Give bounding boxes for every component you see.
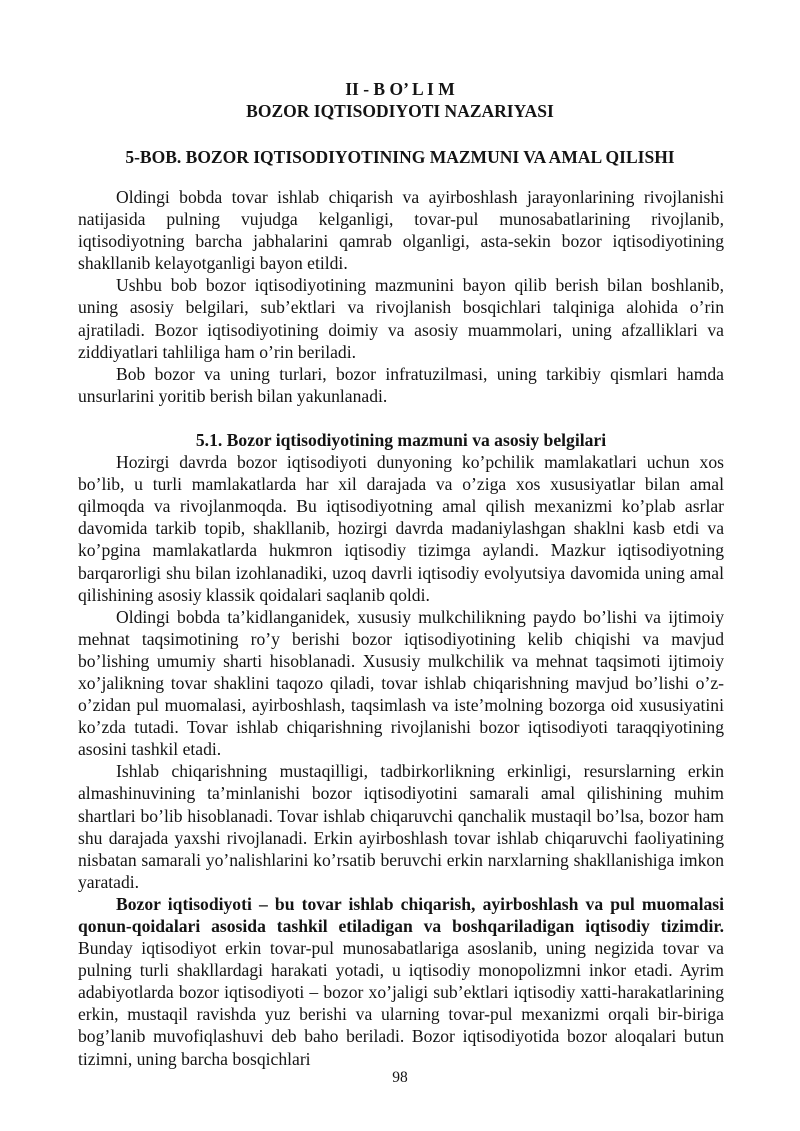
page-number: 98 bbox=[392, 1069, 408, 1086]
section-paragraph: Oldingi bobda ta’kidlanganidek, xususiy mulkchilikning paydo bo’lishi va ijtimoiy mehnat taqsimotining ro’y berishi bozor iqtisodiyotining kelib chiqishi va mavjud bo’lishing umumiy sharti hisoblanadi. Xususiy mulkchilik va mehnat taqsimoti ijtimoiy xo’jalikning tovar shaklini taqozo qiladi, tovar ishlab chiqarishning mavjud bo’lishi o’z-o’zidan pul muomalasi, ayirboshlash, taqsimlash va iste’molning bozorga oid xususiyatini ko’zda tutadi. Tovar ishlab chiqarishning rivojlanishi bozor iqtisodiyoti taraqqiyotining asosini tashkil etadi. bbox=[78, 606, 724, 760]
section-heading: 5.1. Bozor iqtisodiyotining mazmuni va asosiy belgilari bbox=[195, 429, 607, 450]
intro-paragraph: Bob bozor va uning turlari, bozor infratuzilmasi, uning tarkibiy qismlari hamda unsurlarini yoritib berish bilan yakunlanadi. bbox=[78, 363, 724, 406]
chapter-title: 5-BOB. BOZOR IQTISODIYOTINING MAZMUNI VA AMAL QILISHI bbox=[125, 147, 675, 167]
part-label: II - B O’ L I M bbox=[345, 79, 455, 99]
section-paragraph: Ishlab chiqarishning mustaqilligi, tadbirkorlikning erkinligi, resurslarning erkin almashinuvining ta’minlanishi bozor iqtisodiyotini samarali amal qilishining muhim shartlari bo’lib hisoblanadi. Tovar ishlab chiqaruvchi qanchalik mustaqil bo’lsa, bozor ham shu darajada yaxshi rivojlanadi. Erkin ayirboshlash tovar ishlab chiqaruvchi faoliyatining nisbatan samarali yo’nalishlarini ko’rsatib beruvchi erkin narxlarning shakllanishiga imkon yaratadi. bbox=[78, 761, 724, 892]
definition-text: Bozor iqtisodiyoti – bu tovar ishlab chiqarish, ayirboshlash va pul muomalasi qonun-qoidalari asosida tashkil etiladigan va boshqariladigan iqtisodiy tizimdir. bbox=[78, 893, 724, 936]
section-paragraph: Hozirgi davrda bozor iqtisodiyoti dunyoning ko’pchilik mamlakatlari uchun xos bo’lib, u turli mamlakatlarda har xil darajada va o’ziga xos xususiyatlar bilan amal qilmoqda va rivojlanmoqda. Bu iqtisodiyotning amal qilish mexanizmi ko’plab asrlar davomida tarkib topib, shakllanib, hozirgi davrda madaniylashgan shaklni kasb etdi va ko’pgina mamlakatlarda hukmron iqtisodiy tizimga aylandi. Mazkur iqtisodiyotning barqarorligi shu bilan izohlanadiki, uzoq davrli iqtisodiy evolyutsiya davomida uning amal qilishining asosiy klassik qoidalari saqlanib qoldi. bbox=[78, 452, 724, 605]
definition-continuation: Bunday iqtisodiyot erkin tovar-pul munosabatlariga asoslanib, uning negizida tovar va pulning turli shakllardagi harakati yotadi, u iqtisodiy monopolizmni inkor etadi. Ayrim adabiyotlarda bozor iqtisodiyoti – bozor xo’jaligi sub’ektlari iqtisodiy xatti-harakatlarining erkin, mustaqil ravishda yuz berishi va ularning tovar-pul mexanizmi orqali bir-biriga bog’lanib muvofiqlashuvi deb baho beriladi. Bozor iqtisodiyotida bozor aloqalari butun tizimni, uning barcha bosqichlari bbox=[78, 938, 724, 1069]
body-text bbox=[78, 186, 724, 1070]
part-heading bbox=[0, 78, 800, 122]
part-title: BOZOR IQTISODIYOTI NAZARIYASI bbox=[246, 101, 554, 121]
intro-paragraph: Ushbu bob bozor iqtisodiyotining mazmunini bayon qilib berish bilan boshlanib, uning asosiy belgilari, sub’ektlari va rivojlanish bosqichlari talqiniga alohida o’rin ajratiladi. Bozor iqtisodiyotining doimiy va asosiy muammolari, uning afzalliklari va ziddiyatlari tahliliga ham o’rin beriladi. bbox=[78, 275, 724, 362]
intro-paragraph: Oldingi bobda tovar ishlab chiqarish va ayirboshlash jarayonlarining rivojlanishi natijasida pulning vujudga kelganligi, tovar-pul munosabatlarining rivojlanib, iqtisodiyotning barcha jabhalarini qamrab olganligi, asta-sekin bozor iqtisodiyotining shakllanib kelayotganligi bayon etildi. bbox=[78, 187, 724, 274]
definition-paragraph bbox=[78, 893, 724, 1070]
